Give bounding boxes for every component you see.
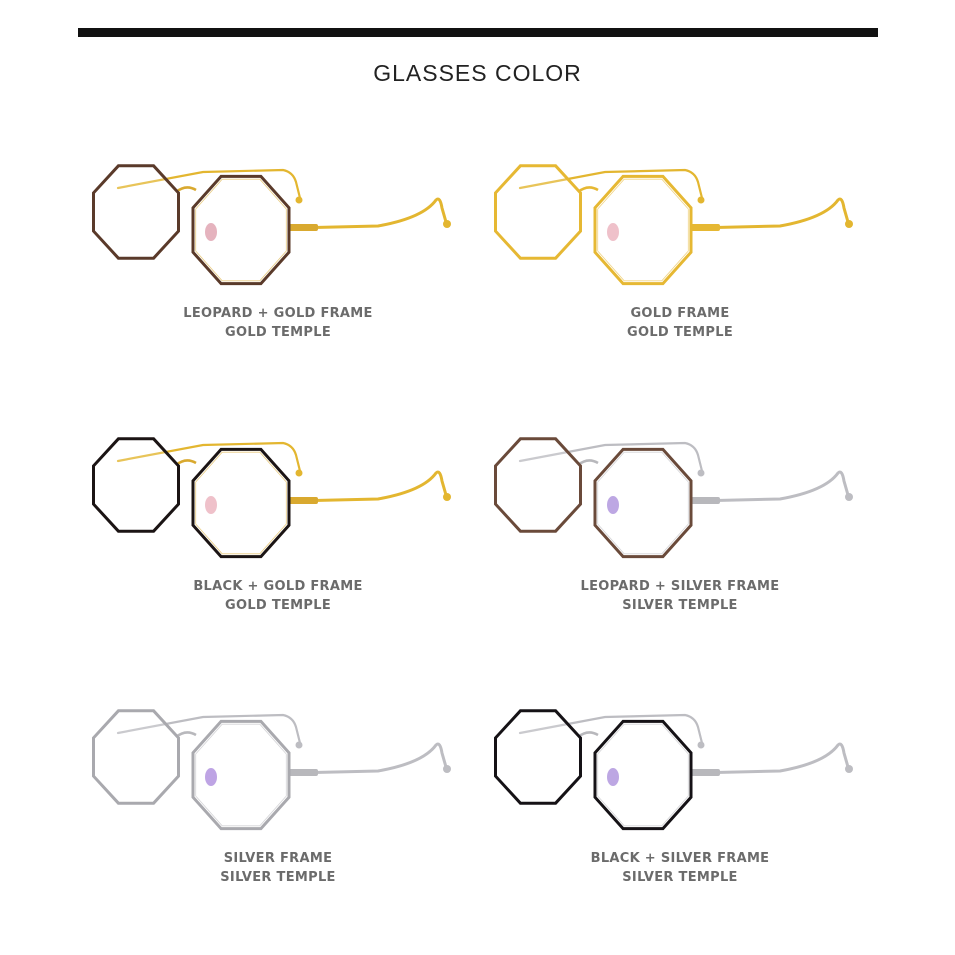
- glasses-image: [78, 423, 478, 563]
- temple-label: SILVER TEMPLE: [220, 870, 336, 885]
- frame-label: GOLD FRAME: [630, 306, 730, 321]
- variant-caption: [480, 849, 880, 887]
- variant-caption: [480, 304, 880, 342]
- back-temple-tip: [698, 470, 705, 477]
- back-temple-tip: [296, 742, 303, 749]
- temple-label: GOLD TEMPLE: [225, 598, 331, 613]
- hinge: [690, 497, 720, 504]
- variant-leopard-gold: [78, 150, 478, 410]
- glasses-image: [480, 150, 880, 290]
- back-temple-tip: [698, 742, 705, 749]
- variant-caption: [480, 577, 880, 615]
- variant-black-gold: [78, 423, 478, 683]
- variant-caption: [78, 304, 478, 342]
- temple-label: GOLD TEMPLE: [627, 325, 733, 340]
- left-lens-rim: [94, 166, 179, 258]
- back-temple-tip: [296, 470, 303, 477]
- front-temple-tip: [845, 765, 853, 773]
- front-temple: [695, 472, 848, 501]
- left-lens-rim: [496, 166, 581, 258]
- left-lens-rim: [94, 439, 179, 531]
- front-temple-tip: [443, 493, 451, 501]
- variant-caption: [78, 849, 478, 887]
- hinge: [288, 497, 318, 504]
- front-temple: [695, 199, 848, 228]
- left-lens-rim: [94, 711, 179, 803]
- hinge: [288, 769, 318, 776]
- glasses-image: [480, 423, 880, 563]
- glasses-image: [78, 695, 478, 835]
- frame-label: BLACK + GOLD FRAME: [193, 579, 363, 594]
- variant-silver: [78, 695, 478, 955]
- front-temple-tip: [443, 220, 451, 228]
- right-lens-rim: [595, 176, 691, 283]
- front-temple: [293, 199, 446, 228]
- variant-leopard-silver: [480, 423, 880, 683]
- hinge: [690, 769, 720, 776]
- temple-label: SILVER TEMPLE: [622, 598, 738, 613]
- left-lens-rim: [496, 439, 581, 531]
- front-temple-tip: [443, 765, 451, 773]
- page-title: GLASSES COLOR: [373, 60, 582, 86]
- frame-label: BLACK + SILVER FRAME: [590, 851, 770, 866]
- back-temple-tip: [698, 197, 705, 204]
- right-lens-rim: [193, 449, 289, 556]
- front-temple: [695, 744, 848, 773]
- frame-label: SILVER FRAME: [223, 851, 333, 866]
- right-lens-rim: [595, 449, 691, 556]
- front-temple: [293, 472, 446, 501]
- front-temple: [293, 744, 446, 773]
- frame-label: LEOPARD + SILVER FRAME: [580, 579, 780, 594]
- hinge: [288, 224, 318, 231]
- right-lens-rim: [595, 721, 691, 828]
- frame-label: LEOPARD + GOLD FRAME: [183, 306, 373, 321]
- temple-label: GOLD TEMPLE: [225, 325, 331, 340]
- glasses-image: [78, 150, 478, 290]
- glasses-image: [480, 695, 880, 835]
- back-temple-tip: [296, 197, 303, 204]
- hinge: [690, 224, 720, 231]
- right-lens-rim: [193, 176, 289, 283]
- top-divider-bar: [78, 28, 878, 37]
- right-lens-rim: [193, 721, 289, 828]
- variant-black-silver: [480, 695, 880, 955]
- front-temple-tip: [845, 220, 853, 228]
- variant-caption: [78, 577, 478, 615]
- left-lens-rim: [496, 711, 581, 803]
- variant-gold: [480, 150, 880, 410]
- front-temple-tip: [845, 493, 853, 501]
- temple-label: SILVER TEMPLE: [622, 870, 738, 885]
